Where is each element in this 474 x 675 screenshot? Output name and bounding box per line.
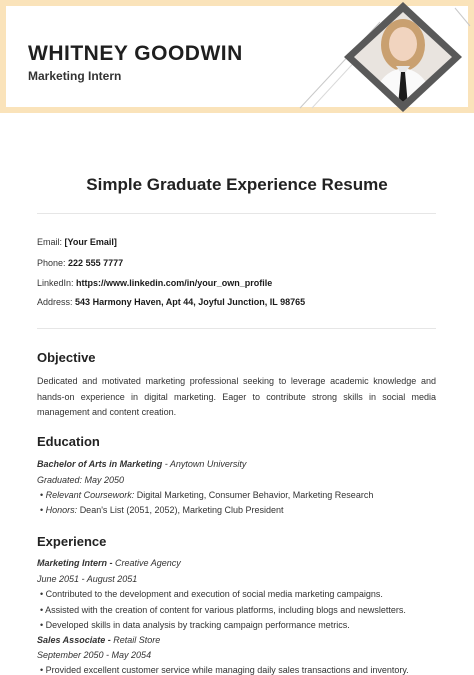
job-company: Creative Agency <box>115 558 181 568</box>
coursework-label: Relevant Coursework: <box>45 490 135 500</box>
objective-heading: Objective <box>37 350 96 365</box>
degree-separator: - <box>162 459 170 469</box>
job-role: Marketing Intern <box>37 558 108 568</box>
linkedin-value: https://www.linkedin.com/in/your_own_profile <box>76 278 273 288</box>
email-value: [Your Email] <box>64 237 117 247</box>
candidate-name: WHITNEY GOODWIN <box>28 42 243 65</box>
linkedin-label: LinkedIn: <box>37 278 74 288</box>
contact-email <box>37 237 117 247</box>
job-dates: September 2050 - May 2054 <box>37 650 152 660</box>
honors-item: • Honors: Dean's List (2051, 2052), Marketing Club President <box>40 505 284 515</box>
coursework-item: • Relevant Coursework: Digital Marketing, Consumer Behavior, Marketing Research <box>40 490 374 500</box>
honors-label: Honors: <box>45 505 78 515</box>
coursework-value: Digital Marketing, Consumer Behavior, Marketing Research <box>136 490 374 500</box>
job-role: Sales Associate <box>37 635 106 645</box>
objective-text: Dedicated and motivated marketing professional seeking to leverage academic knowledge and hands-on experience in digital marketing. Eager to contribute strong skills in social media management and content creation. <box>37 376 436 417</box>
job-company: Retail Store <box>113 635 161 645</box>
email-label: Email: <box>37 237 63 247</box>
divider <box>37 328 436 329</box>
experience-heading: Experience <box>37 534 107 549</box>
degree-name: Bachelor of Arts in Marketing <box>37 459 163 469</box>
resume-header <box>0 0 474 113</box>
profile-photo-frame <box>0 0 474 113</box>
job-bullet: • Assisted with the creation of content for various platforms, including blogs and newsletters. <box>40 605 406 615</box>
address-label: Address: <box>37 297 73 307</box>
graduation-date: Graduated: May 2050 <box>37 475 125 485</box>
job-bullet: • Developed skills in data analysis by tracking campaign performance metrics. <box>40 620 350 630</box>
phone-label: Phone: <box>37 258 66 268</box>
school-name: Anytown University <box>169 459 247 469</box>
decor-line-3 <box>455 8 470 26</box>
contact-phone <box>37 258 123 268</box>
job-bullet: • Provided excellent customer service while managing daily sales transactions and inventory. <box>40 665 409 675</box>
honors-value: Dean's List (2051, 2052), Marketing Club President <box>79 505 284 515</box>
address-value: 543 Harmony Haven, Apt 44, Joyful Junction, IL 98765 <box>75 297 306 307</box>
candidate-title: Marketing Intern <box>28 69 122 83</box>
education-degree-line <box>37 459 246 469</box>
job-bullet: • Contributed to the development and execution of social media marketing campaigns. <box>40 589 383 599</box>
document-title: Simple Graduate Experience Resume <box>86 175 388 194</box>
job-dates: June 2051 - August 2051 <box>37 574 138 584</box>
job-title-line: Sales Associate - Retail Store <box>37 635 161 645</box>
education-heading: Education <box>37 434 100 449</box>
divider <box>37 213 436 214</box>
job-title-line: Marketing Intern - Creative Agency <box>37 558 181 568</box>
contact-linkedin <box>37 278 272 288</box>
contact-address <box>37 297 305 307</box>
phone-value: 222 555 7777 <box>68 258 124 268</box>
